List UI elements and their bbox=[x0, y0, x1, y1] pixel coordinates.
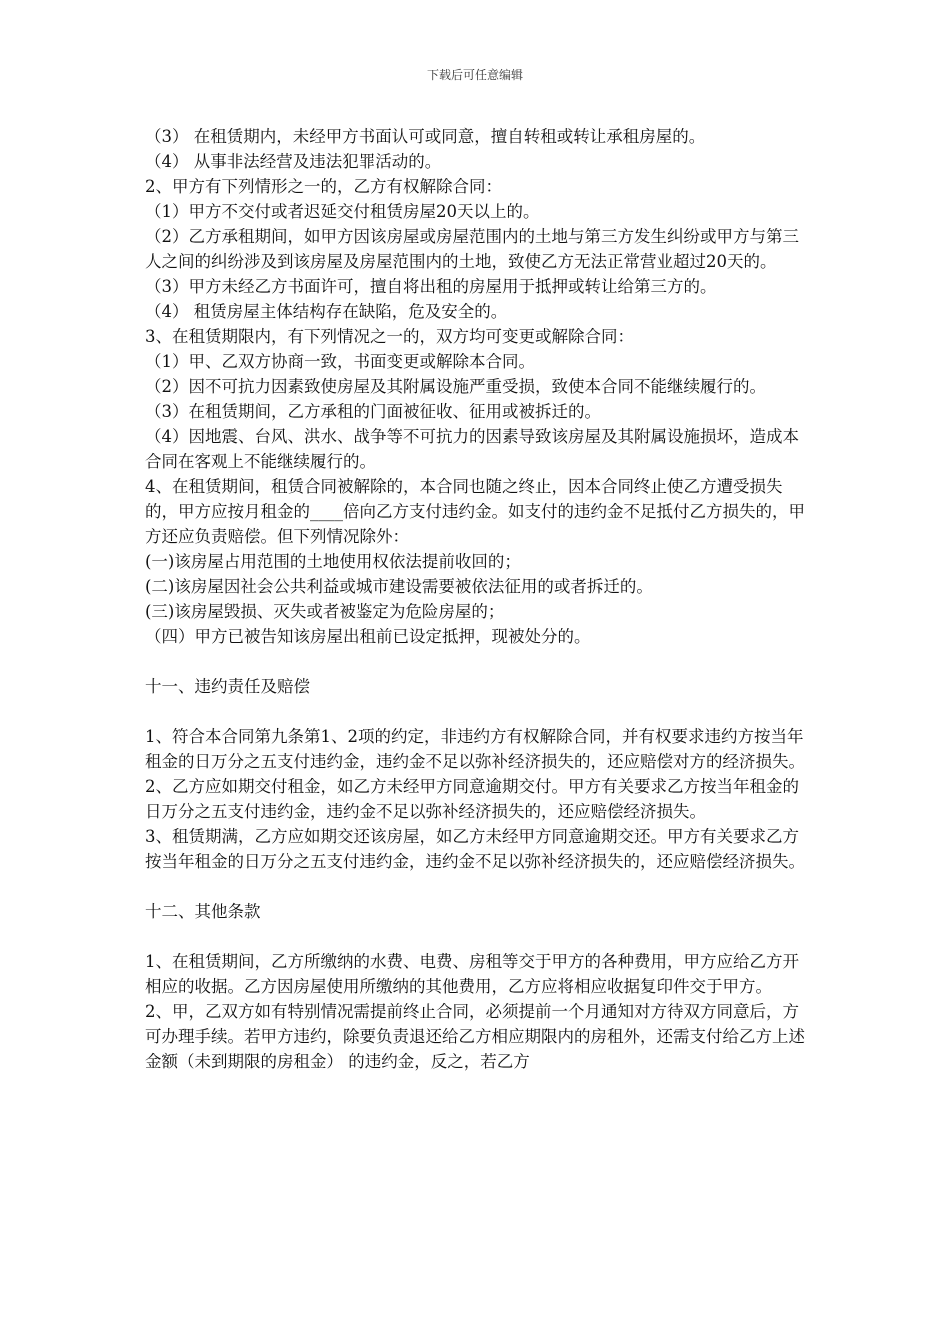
breach-liability-clauses bbox=[145, 724, 810, 874]
other-terms-clauses bbox=[145, 949, 810, 1074]
paragraph: （3） 在租赁期内，未经甲方书面认可或同意，擅自转租或转让承租房屋的。 bbox=[145, 127, 706, 146]
paragraph: （2）因不可抗力因素致使房屋及其附属设施严重受损，致使本合同不能继续履行的。 bbox=[145, 377, 766, 396]
paragraph: 3、租赁期满，乙方应如期交还该房屋，如乙方未经甲方同意逾期交还。甲方有关要求乙方按当年租金的日万分之五支付违约金，违约金不足以弥补经济损失的，还应赔偿经济损失。 bbox=[145, 827, 805, 871]
paragraph: 2、甲，乙双方如有特别情况需提前终止合同，必须提前一个月通知对方待双方同意后，方可办理手续。若甲方违约，除要负责退还给乙方相应期限内的房租外，还需支付给乙方上述金额（未到期限的房租金） 的违约金，反之，若乙方 bbox=[145, 1002, 805, 1071]
paragraph: （3）在租赁期间，乙方承租的门面被征收、征用或被拆迁的。 bbox=[145, 402, 601, 421]
termination-clauses bbox=[145, 124, 810, 649]
document-body bbox=[145, 124, 810, 1074]
paragraph: (二)该房屋因社会公共利益或城市建设需要被依法征用的或者拆迁的。 bbox=[145, 577, 653, 596]
paragraph: 2、乙方应如期交付租金，如乙方未经甲方同意逾期交付。甲方有关要求乙方按当年租金的日万分之五支付违约金，违约金不足以弥补经济损失的，还应赔偿经济损失。 bbox=[145, 777, 799, 821]
paragraph: 4、在租赁期间，租赁合同被解除的，本合同也随之终止，因本合同终止使乙方遭受损失的，甲方应按月租金的____倍向乙方支付违约金。如支付的违约金不足抵付乙方损失的，甲方还应负责赔偿。但下列情况除外： bbox=[145, 477, 805, 546]
paragraph: （四）甲方已被告知该房屋出租前已设定抵押，现被处分的。 bbox=[145, 627, 591, 646]
paragraph: （4）因地震、台风、洪水、战争等不可抗力的因素导致该房屋及其附属设施损坏，造成本合同在客观上不能继续履行的。 bbox=[145, 427, 799, 471]
paragraph: (一)该房屋占用范围的土地使用权依法提前收回的； bbox=[145, 552, 521, 571]
paragraph: （3）甲方未经乙方书面许可，擅自将出租的房屋用于抵押或转让给第三方的。 bbox=[145, 277, 717, 296]
section-12-title: 十二、其他条款 bbox=[145, 902, 261, 921]
paragraph: 3、在租赁期限内，有下列情况之一的，双方均可变更或解除合同： bbox=[145, 327, 634, 346]
paragraph: （1）甲方不交付或者迟延交付租赁房屋20天以上的。 bbox=[145, 202, 540, 221]
page-header: 下载后可任意编辑 bbox=[426, 68, 523, 82]
paragraph: （2）乙方承租期间，如甲方因该房屋或房屋范围内的土地与第三方发生纠纷或甲方与第三人之间的纠纷涉及到该房屋及房屋范围内的土地，致使乙方无法正常营业超过20天的。 bbox=[145, 227, 799, 271]
paragraph: (三)该房屋毁损、灭失或者被鉴定为危险房屋的； bbox=[145, 602, 505, 621]
section-11-title: 十一、违约责任及赔偿 bbox=[145, 677, 310, 696]
paragraph: （4） 从事非法经营及违法犯罪活动的。 bbox=[145, 152, 442, 171]
paragraph: 2、甲方有下列情形之一的，乙方有权解除合同： bbox=[145, 177, 502, 196]
paragraph: 1、在租赁期间，乙方所缴纳的水费、电费、房租等交于甲方的各种费用，甲方应给乙方开相应的收据。乙方因房屋使用所缴纳的其他费用，乙方应将相应收据复印件交于甲方。 bbox=[145, 952, 799, 996]
paragraph: （1）甲、乙双方协商一致，书面变更或解除本合同。 bbox=[145, 352, 535, 371]
paragraph: 1、符合本合同第九条第1、2项的约定，非违约方有权解除合同，并有权要求违约方按当年租金的日万分之五支付违约金，违约金不足以弥补经济损失的，还应赔偿对方的经济损失。 bbox=[145, 727, 805, 771]
paragraph: （4） 租赁房屋主体结构存在缺陷，危及安全的。 bbox=[145, 302, 508, 321]
